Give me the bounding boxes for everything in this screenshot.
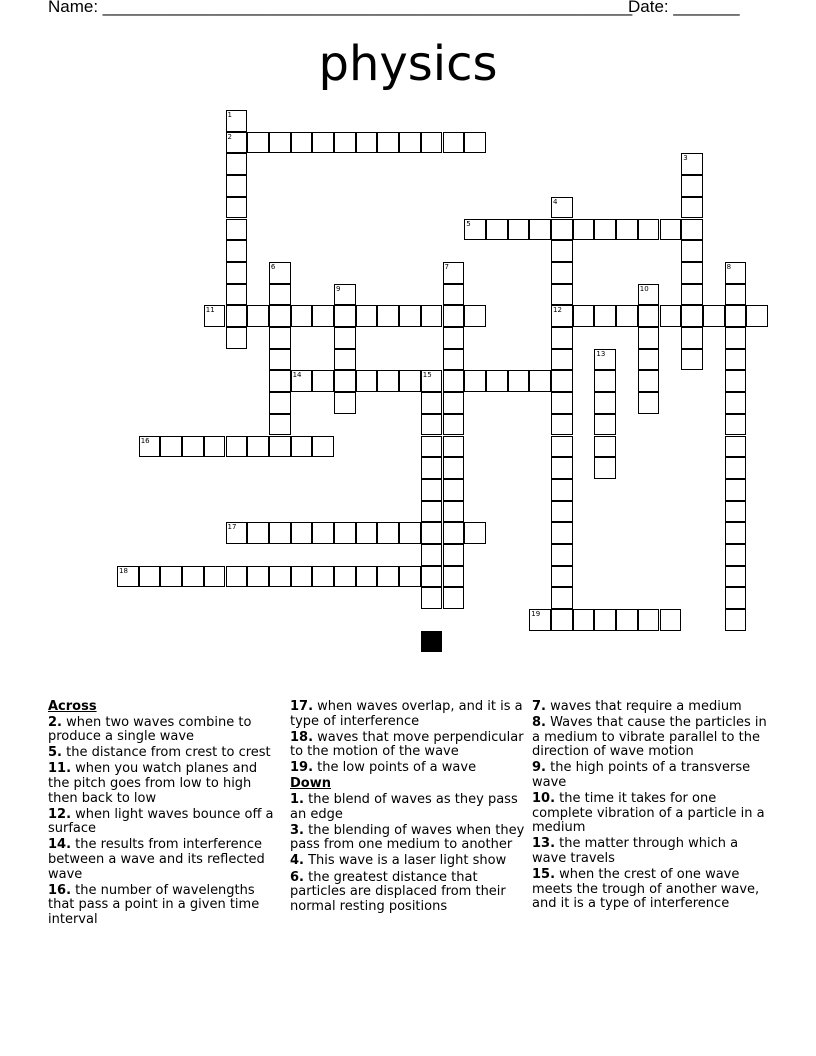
- crossword-cell[interactable]: [725, 501, 747, 523]
- crossword-cell[interactable]: [204, 566, 226, 588]
- crossword-cell[interactable]: [247, 436, 269, 458]
- clue-number-label: 18.: [290, 729, 314, 745]
- crossword-cell[interactable]: [226, 110, 248, 132]
- crossword-cell[interactable]: [377, 132, 399, 154]
- crossword-cell[interactable]: [377, 566, 399, 588]
- clue-number-label: 15.: [532, 867, 556, 883]
- crossword-cell[interactable]: [226, 175, 248, 197]
- crossword-cell[interactable]: [160, 566, 182, 588]
- crossword-cell[interactable]: [334, 327, 356, 349]
- crossword-cell[interactable]: [616, 219, 638, 241]
- clue-number: 5: [466, 219, 471, 228]
- crossword-cell[interactable]: [334, 305, 356, 327]
- crossword-cell[interactable]: [334, 349, 356, 371]
- crossword-cell[interactable]: [421, 587, 443, 609]
- crossword-cell[interactable]: [725, 457, 747, 479]
- crossword-cell[interactable]: [594, 349, 616, 371]
- crossword-cell[interactable]: [725, 284, 747, 306]
- crossword-cell[interactable]: [638, 370, 660, 392]
- crossword-cell[interactable]: [660, 219, 682, 241]
- clue-number-label: 10.: [532, 791, 556, 807]
- crossword-cell[interactable]: [269, 262, 291, 284]
- across-heading: Across: [48, 699, 97, 714]
- crossword-cell[interactable]: [551, 544, 573, 566]
- crossword-cell[interactable]: [117, 566, 139, 588]
- clue-number: 14: [292, 371, 302, 380]
- crossword-cell[interactable]: [681, 197, 703, 219]
- clue-number-label: 11.: [48, 761, 72, 777]
- crossword-cell[interactable]: [139, 566, 161, 588]
- crossword-cell[interactable]: [594, 457, 616, 479]
- crossword-cell[interactable]: [725, 544, 747, 566]
- crossword-cell[interactable]: [551, 522, 573, 544]
- crossword-cell[interactable]: [312, 436, 334, 458]
- crossword-cell[interactable]: [269, 327, 291, 349]
- clue-item: [532, 792, 768, 836]
- clue-text: the blend of waves as they pass an edge: [290, 792, 518, 822]
- crossword-cell[interactable]: [551, 305, 573, 327]
- crossword-cell[interactable]: [573, 305, 595, 327]
- crossword-cell[interactable]: [443, 457, 465, 479]
- clue-text: the number of wavelengths that pass a point in a given time interval: [48, 882, 260, 927]
- crossword-cell[interactable]: [551, 370, 573, 392]
- clues-column-1: [48, 700, 280, 929]
- clue-item: [48, 762, 280, 806]
- crossword-cell[interactable]: [594, 436, 616, 458]
- clue-number: 8: [726, 262, 732, 271]
- crossword-cell[interactable]: [443, 544, 465, 566]
- crossword-cell[interactable]: [443, 132, 465, 154]
- clue-number: 18: [119, 566, 128, 575]
- crossword-cell[interactable]: [226, 522, 248, 544]
- crossword-cell[interactable]: [443, 305, 465, 327]
- clue-number: 10: [639, 284, 649, 293]
- crossword-cell[interactable]: [638, 609, 660, 631]
- crossword-cell[interactable]: [725, 479, 747, 501]
- crossword-cell[interactable]: [226, 284, 248, 306]
- crossword-cell[interactable]: [226, 327, 248, 349]
- crossword-cell[interactable]: [421, 544, 443, 566]
- clue-number: 15: [422, 371, 432, 380]
- crossword-cell[interactable]: [443, 262, 465, 284]
- clue-number: 7: [444, 262, 449, 271]
- crossword-cell[interactable]: [443, 501, 465, 523]
- crossword-cell[interactable]: [594, 219, 616, 241]
- clue-item: [290, 871, 526, 915]
- crossword-cell[interactable]: [681, 240, 703, 262]
- crossword-cell[interactable]: [443, 392, 465, 414]
- crossword-cell[interactable]: [226, 153, 248, 175]
- clue-text: when waves overlap, and it is a type of interference: [290, 699, 523, 729]
- crossword-cell[interactable]: [443, 284, 465, 306]
- crossword-cell[interactable]: [551, 566, 573, 588]
- crossword-cell[interactable]: [291, 566, 313, 588]
- clue-text: waves that require a medium: [545, 699, 742, 714]
- clue-item: [48, 838, 280, 882]
- crossword-cell[interactable]: [464, 132, 486, 154]
- crossword-cell[interactable]: [594, 305, 616, 327]
- clue-text: the blending of waves when they pass from one medium to another: [290, 822, 525, 853]
- crossword-cell[interactable]: [312, 566, 334, 588]
- crossword-cell[interactable]: [573, 609, 595, 631]
- crossword-cell[interactable]: [443, 349, 465, 371]
- clue-text: the greatest distance that particles are displaced from their normal resting positions: [290, 869, 506, 914]
- clue-number: 1: [227, 111, 232, 119]
- across-clue-list-continued: [290, 700, 526, 776]
- clue-item: [290, 824, 526, 853]
- clue-item: [290, 793, 526, 822]
- name-field-label[interactable]: Name: ________________________________________________________: [48, 0, 633, 16]
- crossword-cell[interactable]: [486, 219, 508, 241]
- crossword-cell[interactable]: [334, 392, 356, 414]
- crossword-cell[interactable]: [399, 566, 421, 588]
- crossword-cell[interactable]: [443, 436, 465, 458]
- clue-item: [290, 731, 526, 760]
- clue-number-label: 12.: [48, 806, 72, 822]
- crossword-cell[interactable]: [725, 370, 747, 392]
- crossword-cell[interactable]: [725, 522, 747, 544]
- crossword-cell[interactable]: [464, 370, 486, 392]
- crossword-cell[interactable]: [660, 305, 682, 327]
- crossword-cell[interactable]: [616, 609, 638, 631]
- clue-number-label: 4.: [290, 853, 304, 869]
- crossword-cell[interactable]: [421, 392, 443, 414]
- crossword-cell[interactable]: [334, 522, 356, 544]
- crossword-cell[interactable]: [247, 566, 269, 588]
- crossword-cell[interactable]: [356, 566, 378, 588]
- clue-text: the high points of a transverse wave: [532, 760, 751, 790]
- crossword-cell[interactable]: [551, 219, 573, 241]
- crossword-cell[interactable]: [551, 457, 573, 479]
- clue-number-label: 8.: [532, 715, 546, 731]
- clue-number-label: 5.: [48, 745, 62, 761]
- crossword-cell[interactable]: [291, 132, 313, 154]
- crossword-cell[interactable]: [725, 414, 747, 436]
- clue-item: [532, 700, 768, 715]
- crossword-cell[interactable]: [551, 479, 573, 501]
- crossword-cell[interactable]: [291, 436, 313, 458]
- crossword-cell[interactable]: [356, 522, 378, 544]
- across-clue-list: [48, 716, 280, 928]
- clue-text: the results from interference between a wave and its reflected wave: [48, 837, 265, 882]
- crossword-cell[interactable]: [443, 522, 465, 544]
- crossword-cell[interactable]: [529, 370, 551, 392]
- crossword-cell[interactable]: [269, 392, 291, 414]
- crossword-cell[interactable]: [356, 132, 378, 154]
- crossword-cell[interactable]: [725, 609, 747, 631]
- crossword-cell[interactable]: [421, 436, 443, 458]
- crossword-cell[interactable]: [399, 370, 421, 392]
- crossword-cell[interactable]: [182, 566, 204, 588]
- crossword-cell[interactable]: [725, 392, 747, 414]
- down-heading: Down: [290, 776, 331, 792]
- crossword-cell[interactable]: [226, 566, 248, 588]
- crossword-cell[interactable]: [681, 327, 703, 349]
- crossword-cell[interactable]: [638, 349, 660, 371]
- clue-item: [290, 761, 526, 776]
- crossword-cell[interactable]: [681, 262, 703, 284]
- crossword-cell[interactable]: [421, 414, 443, 436]
- clue-number-label: 14.: [48, 837, 72, 853]
- clue-item: [532, 761, 768, 790]
- crossword-cell[interactable]: [725, 327, 747, 349]
- crossword-cell[interactable]: [551, 587, 573, 609]
- clue-text: the distance from crest to crest: [61, 745, 271, 761]
- clue-text: the low points of a wave: [313, 760, 477, 776]
- crossword-cell[interactable]: [681, 175, 703, 197]
- clue-number-label: 9.: [532, 760, 546, 776]
- crossword-cell[interactable]: [421, 370, 443, 392]
- crossword-cell[interactable]: [464, 219, 486, 241]
- crossword-cell[interactable]: [247, 522, 269, 544]
- crossword-cell[interactable]: [399, 522, 421, 544]
- clue-item: [48, 884, 280, 928]
- clue-number: 13: [596, 349, 606, 358]
- clue-number-label: 7.: [532, 699, 546, 714]
- crossword-cell[interactable]: [508, 219, 530, 241]
- crossword-cell[interactable]: [226, 262, 248, 284]
- down-clue-list-continued: [532, 700, 768, 912]
- clue-text: when you watch planes and the pitch goes from low to high then back to low: [48, 761, 258, 806]
- crossword-cell[interactable]: [269, 436, 291, 458]
- crossword-cell[interactable]: [334, 284, 356, 306]
- clue-number: 6: [270, 262, 276, 271]
- crossword-cell[interactable]: [356, 370, 378, 392]
- crossword-cell[interactable]: [377, 305, 399, 327]
- crossword-cell[interactable]: [291, 522, 313, 544]
- crossword-cell[interactable]: [725, 262, 747, 284]
- crossword-cell[interactable]: [551, 609, 573, 631]
- crossword-cell[interactable]: [443, 327, 465, 349]
- crossword-cell[interactable]: [681, 305, 703, 327]
- crossword-cell[interactable]: [486, 370, 508, 392]
- crossword-cell[interactable]: [616, 305, 638, 327]
- crossword-cell[interactable]: [269, 284, 291, 306]
- crossword-cell[interactable]: [551, 262, 573, 284]
- crossword-cell[interactable]: [551, 197, 573, 219]
- clue-number-label: 3.: [290, 822, 304, 838]
- crossword-cell[interactable]: [312, 305, 334, 327]
- crossword-cell[interactable]: [529, 609, 551, 631]
- crossword-cell[interactable]: [421, 457, 443, 479]
- clue-number: 11: [205, 306, 215, 315]
- clue-text: when light waves bounce off a surface: [48, 806, 274, 837]
- down-clue-list: [290, 793, 526, 914]
- crossword-cell[interactable]: [529, 219, 551, 241]
- crossword-cell[interactable]: [291, 305, 313, 327]
- crossword-cell[interactable]: [594, 392, 616, 414]
- clue-item: [290, 854, 526, 869]
- crossword-cell[interactable]: [399, 132, 421, 154]
- clue-number: 4: [553, 197, 558, 206]
- clue-number-label: 16.: [48, 882, 72, 898]
- crossword-cell[interactable]: [139, 436, 161, 458]
- clues-column-3: [532, 700, 768, 913]
- crossword-cell[interactable]: [508, 370, 530, 392]
- crossword-cell[interactable]: [269, 132, 291, 154]
- crossword-cell[interactable]: [681, 284, 703, 306]
- crossword-cell[interactable]: [356, 305, 378, 327]
- crossword-cell[interactable]: [226, 132, 248, 154]
- crossword-cell[interactable]: [551, 392, 573, 414]
- crossword-cell[interactable]: [443, 566, 465, 588]
- crossword-cell[interactable]: [312, 370, 334, 392]
- crossword-cell[interactable]: [573, 219, 595, 241]
- black-cell: [421, 631, 443, 653]
- crossword-cell[interactable]: [226, 240, 248, 262]
- clue-number-label: 13.: [532, 836, 556, 852]
- crossword-cell[interactable]: [551, 240, 573, 262]
- crossword-cell[interactable]: [551, 327, 573, 349]
- crossword-cell[interactable]: [725, 587, 747, 609]
- crossword-cell[interactable]: [681, 349, 703, 371]
- crossword-cell[interactable]: [269, 566, 291, 588]
- crossword-cell[interactable]: [638, 327, 660, 349]
- crossword-cell[interactable]: [334, 132, 356, 154]
- clue-number-label: 1.: [290, 792, 304, 808]
- crossword-cell[interactable]: [638, 284, 660, 306]
- crossword-cell[interactable]: [421, 132, 443, 154]
- crossword-cell[interactable]: [269, 349, 291, 371]
- clue-number: 12: [553, 306, 562, 315]
- crossword-cell[interactable]: [334, 566, 356, 588]
- crossword-cell[interactable]: [226, 219, 248, 241]
- crossword-cell[interactable]: [421, 522, 443, 544]
- crossword-cell[interactable]: [464, 522, 486, 544]
- crossword-cell[interactable]: [594, 414, 616, 436]
- crossword-cell[interactable]: [443, 370, 465, 392]
- crossword-cell[interactable]: [443, 479, 465, 501]
- crossword-cell[interactable]: [226, 305, 248, 327]
- crossword-cell[interactable]: [421, 305, 443, 327]
- clue-number: 16: [140, 436, 150, 445]
- crossword-cell[interactable]: [725, 566, 747, 588]
- clue-number: 9: [336, 284, 341, 293]
- crossword-cell[interactable]: [551, 436, 573, 458]
- date-field-label[interactable]: Date: _______: [628, 0, 740, 16]
- crossword-cell[interactable]: [204, 436, 226, 458]
- clue-number-label: 6.: [290, 869, 304, 885]
- crossword-cell[interactable]: [551, 501, 573, 523]
- crossword-cell[interactable]: [377, 370, 399, 392]
- crossword-cell[interactable]: [551, 349, 573, 371]
- crossword-cell[interactable]: [269, 370, 291, 392]
- crossword-cell[interactable]: [464, 305, 486, 327]
- clue-text: the matter through which a wave travels: [532, 836, 739, 866]
- crossword-cell[interactable]: [746, 305, 768, 327]
- clue-item: [48, 808, 280, 837]
- clue-text: waves that move perpendicular to the motion of the wave: [290, 729, 524, 760]
- crossword-cell[interactable]: [421, 566, 443, 588]
- crossword-cell[interactable]: [204, 305, 226, 327]
- crossword-cell[interactable]: [638, 219, 660, 241]
- clue-item: [532, 837, 768, 866]
- crossword-cell[interactable]: [594, 370, 616, 392]
- crossword-cell[interactable]: [725, 305, 747, 327]
- clue-text: Waves that cause the particles in a medium to vibrate parallel to the direction of wave motion: [532, 715, 767, 760]
- crossword-cell[interactable]: [725, 349, 747, 371]
- clue-number-label: 19.: [290, 760, 314, 776]
- page-title: physics: [318, 36, 498, 92]
- clue-text: when two waves combine to produce a single wave: [48, 714, 252, 745]
- crossword-cell[interactable]: [681, 153, 703, 175]
- crossword-cell[interactable]: [160, 436, 182, 458]
- crossword-cell[interactable]: [638, 392, 660, 414]
- crossword-cell[interactable]: [443, 414, 465, 436]
- crossword-cell[interactable]: [421, 501, 443, 523]
- clue-number: 17: [227, 523, 237, 532]
- clue-item: [532, 716, 768, 760]
- crossword-cell[interactable]: [681, 219, 703, 241]
- crossword-cell[interactable]: [312, 132, 334, 154]
- crossword-cell[interactable]: [551, 414, 573, 436]
- crossword-cell[interactable]: [269, 414, 291, 436]
- clue-number-label: 2.: [48, 714, 62, 730]
- clue-item: [48, 746, 280, 761]
- crossword-cell[interactable]: [638, 305, 660, 327]
- crossword-cell[interactable]: [594, 609, 616, 631]
- clue-number-label: 17.: [290, 699, 314, 714]
- clue-text: This wave is a laser light show: [303, 853, 507, 869]
- crossword-cell[interactable]: [703, 305, 725, 327]
- crossword-cell[interactable]: [269, 522, 291, 544]
- crossword-cell[interactable]: [660, 609, 682, 631]
- crossword-cell[interactable]: [247, 305, 269, 327]
- clue-number: 3: [683, 154, 688, 163]
- clue-number: 19: [531, 610, 541, 619]
- crossword-cell[interactable]: [334, 370, 356, 392]
- crossword-cell[interactable]: [247, 132, 269, 154]
- crossword-cell[interactable]: [226, 197, 248, 219]
- crossword-cell[interactable]: [269, 305, 291, 327]
- crossword-cell[interactable]: [443, 587, 465, 609]
- crossword-cell[interactable]: [291, 370, 313, 392]
- crossword-cell[interactable]: [226, 436, 248, 458]
- clues-column-2: [290, 700, 526, 916]
- crossword-cell[interactable]: [182, 436, 204, 458]
- crossword-cell[interactable]: [312, 522, 334, 544]
- clue-item: [532, 868, 768, 912]
- crossword-cell[interactable]: [421, 479, 443, 501]
- crossword-cell[interactable]: [725, 436, 747, 458]
- crossword-cell[interactable]: [399, 305, 421, 327]
- crossword-cell[interactable]: [377, 522, 399, 544]
- clue-item: [290, 700, 526, 729]
- clue-number: 2: [227, 132, 232, 141]
- clue-item: [48, 716, 280, 745]
- clue-text: the time it takes for one complete vibration of a particle in a medium: [532, 791, 765, 836]
- clue-text: when the crest of one wave meets the trough of another wave, and it is a type of interference: [532, 867, 760, 912]
- crossword-cell[interactable]: [551, 284, 573, 306]
